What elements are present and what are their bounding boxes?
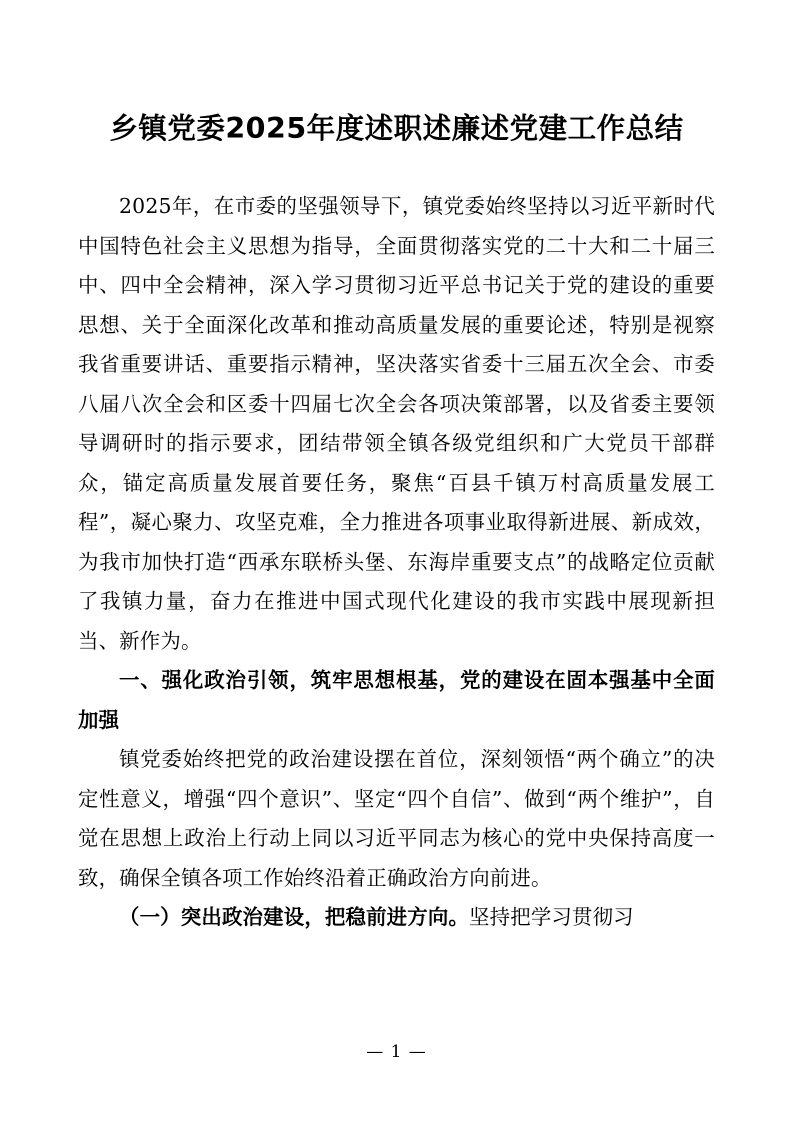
subsection-label-1-1: （一）突出政治建设，把稳前进方向。: [119, 905, 470, 929]
section-heading-1: 一、强化政治引领，筑牢思想根基，党的建设在固本强基中全面加强: [78, 668, 715, 732]
document-body: [78, 187, 715, 938]
page-title: 乡镇党委2025年度述职述廉述党建工作总结: [109, 112, 684, 145]
subsection-text-1-1: 坚持把学习贯彻习: [469, 905, 634, 929]
paragraph-subsection-1-1: [78, 898, 715, 938]
page-number: — 1 —: [366, 1042, 427, 1062]
paragraph-section1-body: 镇党委始终把党的政治建设摆在首位，深刻领悟“两个确立”的决定性意义，增强“四个意识”、坚定“四个自信”、做到“两个维护”，自觉在思想上政治上行动上同以习近平同志为核心的党中央保持高度一致，确保全镇各项工作始终沿着正确政治方向前进。: [78, 747, 715, 890]
paragraph-intro: 2025年，在市委的坚强领导下，镇党委始终坚持以习近平新时代中国特色社会主义思想为指导，全面贯彻落实党的二十大和二十届三中、四中全会精神，深入学习贯彻习近平总书记关于党的建设的重要思想、关于全面深化改革和推动高质量发展的重要论述，特别是视察我省重要讲话、重要指示精神，坚决落实省委十三届五次全会、市委八届八次全会和区委十四届七次全会各项决策部署，以及省委主要领导调研时的指示要求，团结带领全镇各级党组织和广大党员干部群众，锚定高质量发展首要任务，聚焦“百县千镇万村高质量发展工程”，凝心聚力、攻坚克难，全力推进各项事业取得新进展、新成效，为我市加快打造“西承东联桥头堡、东海岸重要支点”的战略定位贡献了我镇力量，奋力在推进中国式现代化建设的我市实践中展现新担当、新作为。: [78, 194, 715, 653]
